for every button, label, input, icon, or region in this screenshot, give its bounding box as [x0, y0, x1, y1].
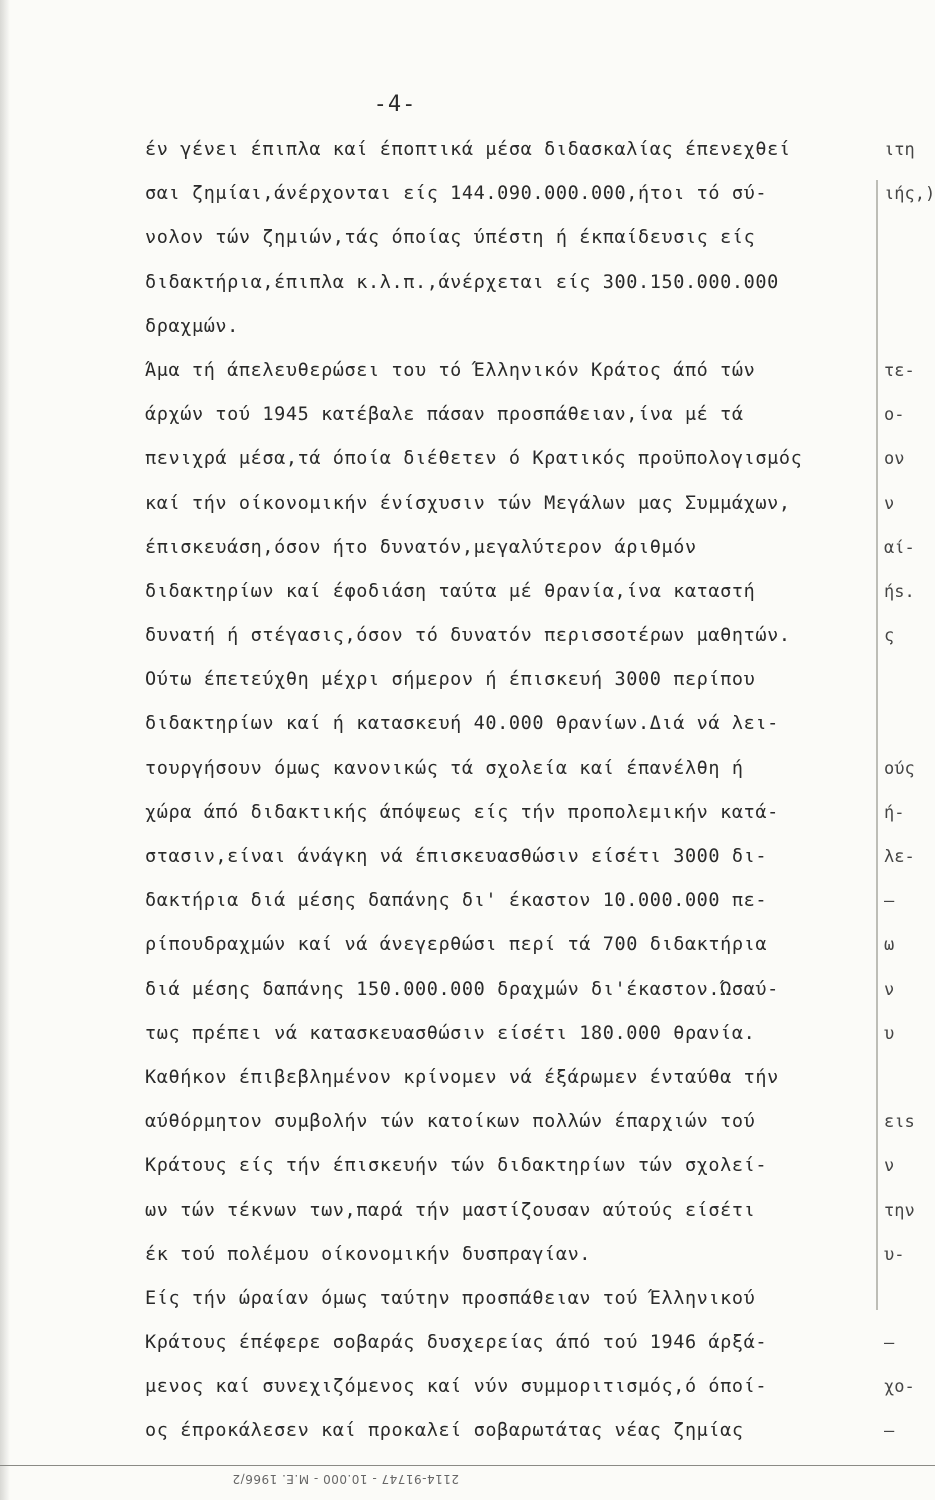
text-line: άρχών τού 1945 κατέβαλε πάσαν προσπάθειαν,ίνα μέ τά	[145, 404, 744, 426]
text-line: διδακτήρια,έπιπλα κ.λ.π.,άνέρχεται είς 300.150.000.000	[145, 271, 779, 293]
bleed-line: ή-	[884, 802, 905, 823]
page-fold-line	[876, 180, 878, 1310]
bleed-line: ν	[884, 493, 895, 514]
text-line: Ούτω έπετεύχθη μέχρι σήμερον ή έπισκευή 3000 περίπου	[145, 669, 756, 691]
text-line: διδακτηρίων καί έφοδιάση ταύτα μέ θρανία,ίνα καταστή	[145, 580, 756, 602]
bleed-line: υ-	[884, 1244, 905, 1265]
text-line: Κράτους έπέφερε σοβαράς δυσχερείας άπό τού 1946 άρξά-	[145, 1332, 768, 1354]
bleed-line: αί-	[884, 537, 915, 558]
bleed-line: –	[884, 1333, 895, 1354]
footer-print-mark: 2114-91747 - 10.000 - Μ.Ε. 1966/2	[232, 1472, 460, 1486]
bleed-line: ς	[884, 626, 895, 647]
text-line: έν γένει έπιπλα καί έποπτικά μέσα διδασκαλίας έπενεχθεί	[145, 139, 791, 160]
text-line: ων τών τέκνων των,παρά τήν μαστίζουσαν αύτούς είσέτι	[145, 1199, 756, 1221]
bleed-line: ν	[884, 979, 895, 1000]
bleed-line	[884, 1277, 935, 1321]
bleed-line: υ	[884, 1023, 895, 1044]
text-line: πενιχρά μέσα,τά όποία διέθετεν ό Κρατικός προϋπολογισμός	[145, 448, 803, 470]
bleed-line: –	[884, 1421, 895, 1442]
bleed-line: ιής,)	[884, 184, 935, 205]
text-line: σαι ζημίαι,άνέρχονται είς 144.090.000.000,ήτοι τό σύ-	[145, 183, 768, 205]
scan-edge-shadow	[0, 0, 10, 1500]
text-line: έκ τού πολέμου οίκονομικήν δυσπραγίαν.	[145, 1243, 592, 1265]
text-line: δραχμών.	[145, 315, 239, 337]
text-line: διδακτηρίων καί ή κατασκευή 40.000 θρανίων.Διά νά λει-	[145, 713, 779, 735]
text-line: διά μέσης δαπάνης 150.000.000 δραχμών δι'έκαστον.Ώσαύ-	[145, 978, 779, 1000]
bleed-line	[884, 658, 935, 702]
text-line: ρίπουδραχμών καί νά άνεγερθώσι περί τά 700 διδακτήρια	[145, 934, 768, 956]
text-line: έπισκευάση,όσον ήτο δυνατόν,μεγαλύτερον άριθμόν	[145, 536, 697, 558]
bleed-line: ιτη	[884, 140, 915, 160]
bleed-line: την	[884, 1200, 915, 1221]
bleed-line: τε-	[884, 360, 915, 381]
text-line: αύθόρμητον συμβολήν τών κατοίκων πολλών έπαρχιών τού	[145, 1111, 756, 1133]
footer-strip	[0, 1465, 935, 1500]
bleed-line	[884, 261, 935, 305]
bleed-line	[884, 216, 935, 260]
text-line: καί τήν οίκονομικήν ένίσχυσιν τών Μεγάλων μας Συμμάχων,	[145, 492, 791, 514]
bleed-line	[884, 305, 935, 349]
bleed-line	[884, 1056, 935, 1100]
bleed-through-margin	[884, 128, 935, 1454]
bleed-line: ούς	[884, 758, 915, 779]
text-line: Είς τήν ώραίαν όμως ταύτην προσπάθειαν τού Έλληνικού	[145, 1287, 756, 1309]
bleed-line: ον	[884, 449, 905, 470]
bleed-line: ο-	[884, 405, 905, 426]
text-line: Κράτους είς τήν έπισκευήν τών διδακτηρίων τών σχολεί-	[145, 1155, 768, 1177]
text-line: τως πρέπει νά κατασκευασθώσιν είσέτι 180.000 θρανία.	[145, 1022, 756, 1044]
bleed-line	[884, 702, 935, 746]
text-line: στασιν,είναι άνάγκη νά έπισκευασθώσιν είσέτι 3000 δι-	[145, 846, 768, 867]
text-line: νολον τών ζημιών,τάς όποίας ύπέστη ή έκπαίδευσις είς	[145, 227, 756, 249]
text-line: δυνατή ή στέγασις,όσον τό δυνατόν περισσοτέρων μαθητών.	[145, 625, 791, 647]
text-line: μενος καί συνεχιζόμενος καί νύν συμμοριτισμός,ό όποί-	[145, 1376, 768, 1398]
bleed-line: ήs.	[884, 581, 915, 602]
bleed-line: ν	[884, 1156, 895, 1177]
text-line: ος έπροκάλεσεν καί προκαλεί σοβαρωτάτας νέας ζημίας	[145, 1420, 744, 1442]
bleed-line: χο-	[884, 1377, 915, 1398]
text-line: δακτήρια διά μέσης δαπάνης δι' έκαστον 10.000.000 πε-	[145, 890, 768, 912]
text-line: Καθήκον έπιβεβλημένον κρίνομεν νά έξάρωμεν ένταύθα τήν	[145, 1066, 779, 1088]
bleed-line: –	[884, 891, 895, 912]
text-line: τουργήσουν όμως κανονικώς τά σχολεία καί έπανέλθη ή	[145, 757, 744, 779]
bleed-line: ω	[884, 935, 895, 956]
text-line: Άμα τή άπελευθερώσει του τό Έλληνικόν Κράτος άπό τών	[145, 359, 756, 381]
page-number: -4-	[373, 92, 417, 117]
typewritten-body	[145, 128, 875, 1454]
bleed-line: ειs	[884, 1112, 915, 1133]
bleed-line: λε-	[884, 847, 915, 867]
text-line: χώρα άπό διδακτικής άπόψεως είς τήν προπολεμικήν κατά-	[145, 801, 779, 823]
